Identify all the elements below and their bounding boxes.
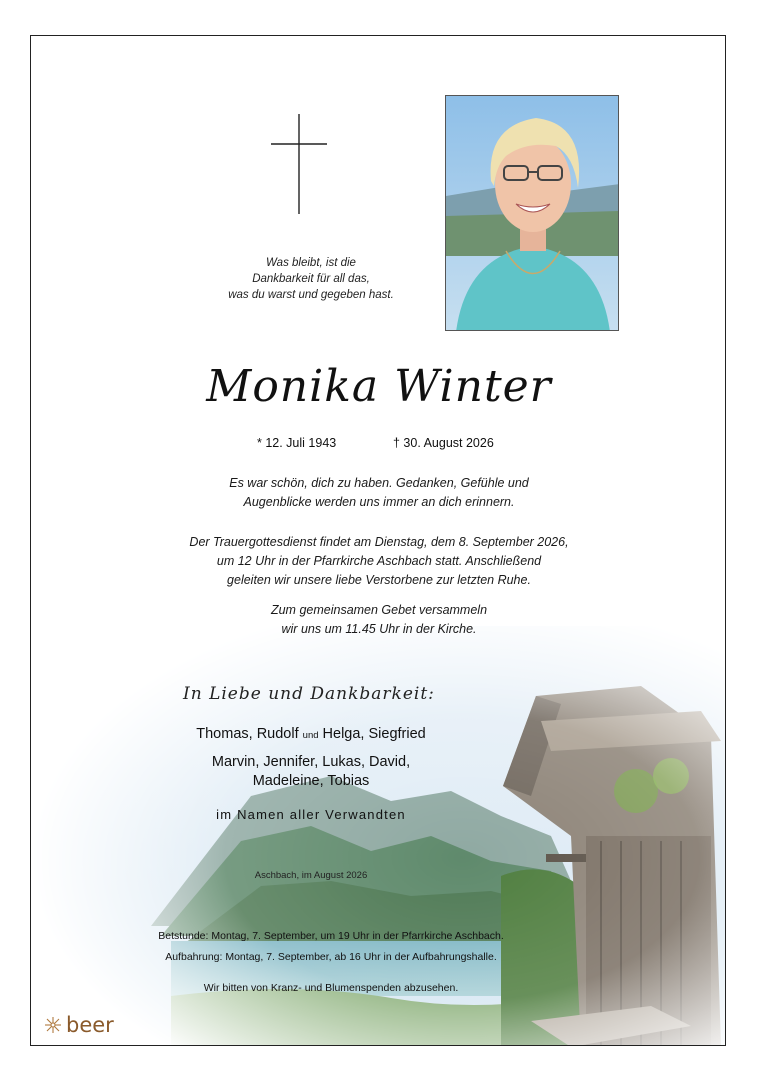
paragraph-line: Augenblicke werden uns immer an dich erinnern.: [243, 495, 515, 509]
deceased-name: Monika Winter: [206, 361, 552, 412]
memorial-quote: [191, 255, 431, 303]
paragraph-line: wir uns um 11.45 Uhr in der Kirche.: [281, 622, 477, 636]
mourner-names: Thomas, Rudolf: [196, 726, 299, 742]
betstunde-info: Betstunde: Montag, 7. September, um 19 Uhr in der Pfarrkirche Aschbach.: [158, 930, 504, 942]
paragraph-memory: [71, 474, 687, 512]
mourners-line: [161, 725, 461, 745]
paragraph-line: Es war schön, dich zu haben. Gedanken, Gefühle und: [229, 476, 529, 490]
quote-line: Was bleibt, ist die: [266, 257, 356, 269]
dandelion-icon: [43, 1015, 63, 1035]
paragraph-line: Zum gemeinsamen Gebet versammeln: [270, 603, 488, 617]
birth-date: * 12. Juli 1943: [257, 436, 337, 450]
donation-note: Wir bitten von Kranz- und Blumenspenden abzusehen.: [203, 982, 459, 994]
cross-icon: [271, 114, 327, 216]
mourners-grandchildren: [161, 753, 461, 791]
conjunction: und: [302, 730, 319, 741]
mourners-line: Marvin, Jennifer, Lukas, David,: [211, 754, 411, 770]
mourners-line-1: [161, 725, 461, 745]
logo-text: beer: [66, 1013, 114, 1037]
portrait-photo: [445, 95, 619, 331]
mourners-heading: In Liebe und Dankbarkeit:: [183, 684, 435, 704]
obituary-card: [30, 35, 726, 1046]
paragraph-line: um 12 Uhr in der Pfarrkirche Aschbach statt. Anschließend: [216, 554, 542, 568]
paragraph-line: Der Trauergottesdienst findet am Dienstag, dem 8. September 2026,: [189, 535, 569, 549]
funeral-home-logo: [43, 1013, 114, 1037]
place-date: Aschbach, im August 2026: [254, 870, 368, 881]
paragraph-prayer: [71, 601, 687, 639]
mourners-line: Madeleine, Tobias: [252, 773, 370, 789]
mourner-names: Helga, Siegfried: [322, 726, 426, 742]
quote-line: Dankbarkeit für all das,: [252, 273, 370, 285]
paragraph-funeral-service: [71, 533, 687, 590]
quote-line: was du warst und gegeben hast.: [228, 289, 394, 301]
death-date: † 30. August 2026: [393, 436, 494, 450]
paragraph-line: geleiten wir unsere liebe Verstorbene zur letzten Ruhe.: [227, 573, 531, 587]
relatives-note: im Namen aller Verwandten: [216, 807, 406, 822]
aufbahrung-info: Aufbahrung: Montag, 7. September, ab 16 Uhr in der Aufbahrungshalle.: [165, 951, 497, 963]
